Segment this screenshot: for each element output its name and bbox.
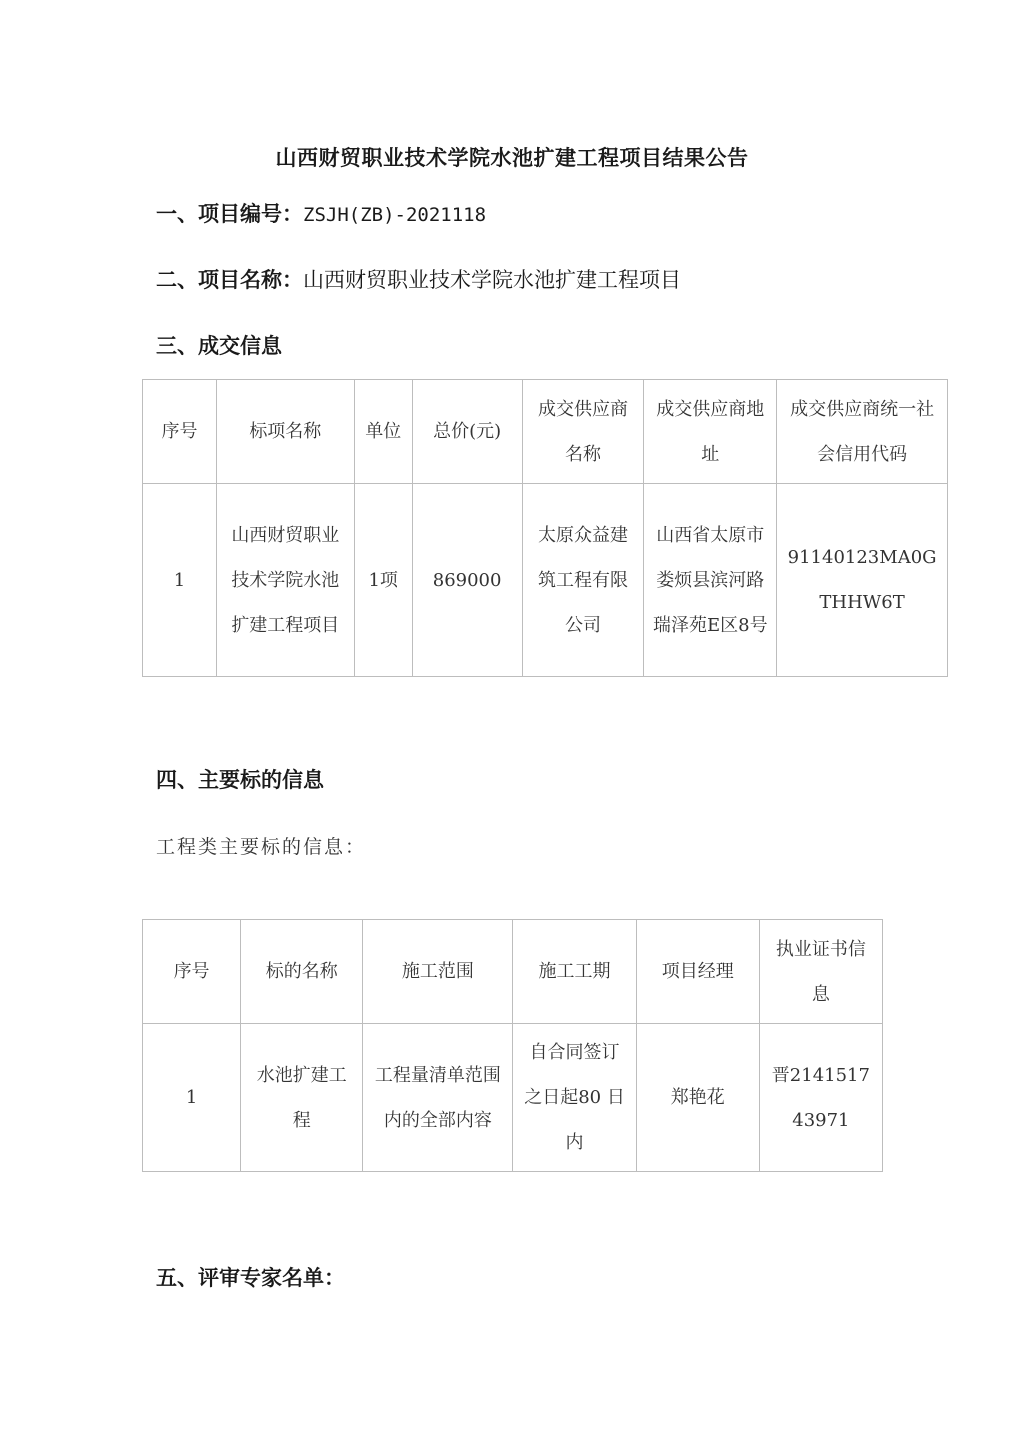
header-cell: 项目经理 — [636, 920, 759, 1024]
cell-no: 1 — [143, 484, 217, 677]
header-cell: 执业证书信息 — [759, 920, 882, 1024]
project-name-label: 二、项目名称： — [156, 268, 303, 292]
cell-target-name: 水池扩建工程 — [241, 1024, 363, 1172]
cell-construction-scope: 工程量清单范围内的全部内容 — [363, 1024, 513, 1172]
header-cell: 单位 — [354, 380, 412, 484]
cell-project-manager: 郑艳花 — [636, 1024, 759, 1172]
header-cell: 施工范围 — [363, 920, 513, 1024]
header-cell: 标项名称 — [216, 380, 354, 484]
project-number-value: ZSJH(ZB)-2021118 — [303, 204, 487, 226]
cell-credit-code: 91140123MA0GTHHW6T — [777, 484, 948, 677]
cell-total-price: 869000 — [412, 484, 522, 677]
deal-info-table — [142, 379, 948, 677]
table-header-row — [143, 920, 883, 1024]
header-cell: 施工工期 — [513, 920, 636, 1024]
header-cell: 成交供应商统一社会信用代码 — [777, 380, 948, 484]
section-experts-heading: 五、评审专家名单： — [156, 1266, 345, 1290]
project-name-line — [156, 264, 681, 294]
project-number-line — [156, 198, 486, 228]
header-cell: 序号 — [143, 380, 217, 484]
cell-no: 1 — [143, 1024, 241, 1172]
table-row — [143, 1024, 883, 1172]
table-row — [143, 484, 948, 677]
header-cell: 总价(元) — [412, 380, 522, 484]
cell-item-name: 山西财贸职业技术学院水池扩建工程项目 — [216, 484, 354, 677]
table-header-row — [143, 380, 948, 484]
project-number-label: 一、项目编号： — [156, 202, 303, 226]
project-name-value: 山西财贸职业技术学院水池扩建工程项目 — [303, 268, 681, 292]
engineering-target-subtitle: 工程类主要标的信息： — [156, 836, 367, 858]
cell-construction-period: 自合同签订之日起80 日内 — [513, 1024, 636, 1172]
cell-certificate-info: 晋214151743971 — [759, 1024, 882, 1172]
header-cell: 成交供应商地址 — [644, 380, 777, 484]
cell-supplier-address: 山西省太原市娄烦县滨河路瑞泽苑E区8号 — [644, 484, 777, 677]
document-title: 山西财贸职业技术学院水池扩建工程项目结果公告 — [275, 146, 749, 170]
section-target-info-heading: 四、主要标的信息 — [156, 768, 324, 792]
section-deal-info-heading: 三、成交信息 — [156, 334, 282, 358]
cell-unit: 1项 — [354, 484, 412, 677]
header-cell: 标的名称 — [241, 920, 363, 1024]
header-cell: 成交供应商名称 — [522, 380, 644, 484]
header-cell: 序号 — [143, 920, 241, 1024]
cell-supplier-name: 太原众益建筑工程有限公司 — [522, 484, 644, 677]
target-info-table — [142, 919, 883, 1172]
